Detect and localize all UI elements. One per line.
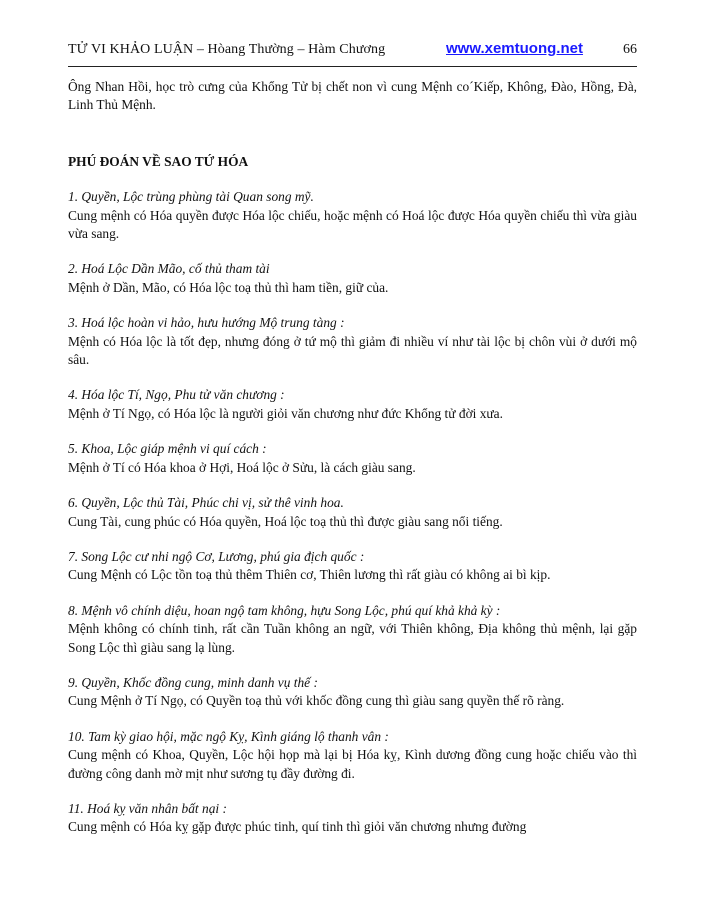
verse-line: 1. Quyền, Lộc trùng phùng tài Quan song mỹ.: [68, 189, 314, 205]
list-item: [68, 548, 637, 585]
list-item: [68, 602, 637, 657]
explanation-text: Mệnh ở Tí có Hóa khoa ở Hợi, Hoá lộc ở Sửu, là cách giàu sang.: [68, 459, 416, 475]
list-item: [68, 260, 637, 297]
explanation-text: Mệnh ở Tí Ngọ, có Hóa lộc là người giỏi văn chương như đức Khổng tử đời xưa.: [68, 405, 503, 421]
header-title: TỬ VI KHẢO LUẬN – Hòang Thường – Hàm Chương: [68, 42, 386, 57]
verse-line: 3. Hoá lộc hoàn vi hảo, hưu hướng Mộ trung tàng :: [68, 315, 345, 331]
page-header: [68, 40, 637, 62]
list-item: [68, 674, 637, 711]
explanation-text: Cung mệnh có Khoa, Quyền, Lộc hội họp mà lại bị Hóa kỵ, Kình dương đồng cung hoặc chiếu vào thì đường công danh mờ mịt như sương tụ đầy đường đi.: [68, 747, 637, 781]
list-item: [68, 728, 637, 783]
website-link[interactable]: www.xemtuong.net: [446, 40, 583, 57]
verse-line: 9. Quyền, Khốc đồng cung, minh danh vụ thế :: [68, 674, 318, 690]
verse-line: 10. Tam kỳ giao hội, mặc ngộ Kỵ, Kình giáng lộ thanh vân :: [68, 728, 389, 744]
list-item: [68, 494, 637, 531]
verse-line: 11. Hoá kỵ văn nhân bất nại :: [68, 800, 227, 816]
list-item: [68, 188, 637, 243]
verse-line: 6. Quyền, Lộc thủ Tài, Phúc chi vị, sử thê vinh hoa.: [68, 495, 344, 511]
verse-line: 2. Hoá Lộc Dần Mão, cố thủ tham tài: [68, 261, 270, 277]
explanation-text: Mệnh không có chính tinh, rất cần Tuần không an ngữ, với Thiên không, Địa không thủ mệnh, lại gặp Song Lộc thì giàu sang lạ lùng.: [68, 621, 637, 655]
explanation-text: Cung Mệnh có Lộc tồn toạ thủ thêm Thiên cơ, Thiên lương thì rất giàu có không ai bì kịp.: [68, 567, 551, 583]
verse-line: 8. Mệnh vô chính diệu, hoan ngộ tam không, hựu Song Lộc, phú quí khả khả kỳ :: [68, 602, 501, 618]
explanation-text: Cung Tài, cung phúc có Hóa quyền, Hoá lộc toạ thủ thì được giàu sang nổi tiếng.: [68, 513, 503, 529]
list-item: [68, 440, 637, 477]
intro-paragraph: Ông Nhan Hồi, học trò cưng của Khổng Tử bị chết non vì cung Mệnh co´Kiếp, Không, Đào, Hồng, Đà, Linh Thủ Mệnh.: [68, 79, 637, 113]
verse-line: 5. Khoa, Lộc giáp mệnh vi quí cách :: [68, 441, 267, 457]
list-item: [68, 386, 637, 423]
page-number: 66: [623, 42, 637, 57]
list-item: [68, 314, 637, 369]
section-heading: PHÚ ĐOÁN VỀ SAO TỨ HÓA: [68, 153, 249, 169]
verse-line: 7. Song Lộc cư nhi ngộ Cơ, Lương, phú gia địch quốc :: [68, 548, 365, 564]
list-item: [68, 800, 637, 837]
explanation-text: Cung mệnh có Hóa kỵ gặp được phúc tinh, quí tinh thì giỏi văn chương nhưng đường: [68, 819, 527, 835]
header-divider: [68, 66, 637, 67]
verse-line: 4. Hóa lộc Tí, Ngọ, Phu tử văn chương :: [68, 387, 285, 403]
explanation-text: Mệnh ở Dần, Mão, có Hóa lộc toạ thủ thì ham tiền, giữ của.: [68, 279, 389, 295]
explanation-text: Cung Mệnh ở Tí Ngọ, có Quyền toạ thủ với khốc đồng cung thì giàu sang quyền thế rõ ràng.: [68, 693, 565, 709]
explanation-text: Mệnh có Hóa lộc là tốt đẹp, nhưng đóng ở tứ mộ thì giảm đi nhiều ví như tài lộc bị chôn vùi ở dưới mộ sâu.: [68, 333, 637, 368]
document-body: [68, 78, 637, 854]
explanation-text: Cung mệnh có Hóa quyền được Hóa lộc chiếu, hoặc mệnh có Hoá lộc được Hóa quyền chiếu thì vừa giàu vừa sang.: [68, 207, 637, 242]
